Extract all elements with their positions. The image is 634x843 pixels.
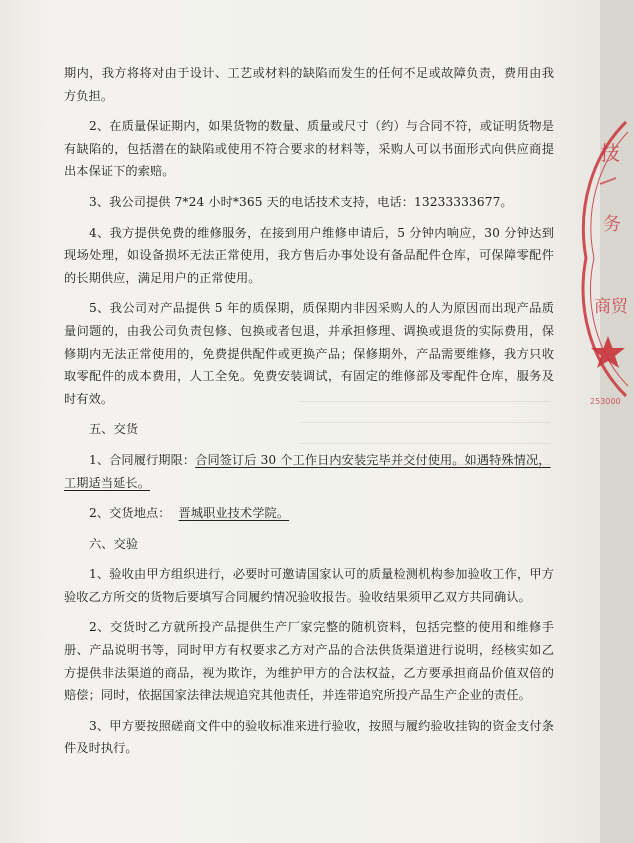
paragraph-tech-support: 3、我公司提供 7*24 小时*365 天的电话技术支持，电话：13233333677。	[89, 194, 513, 209]
delivery-term	[64, 449, 554, 494]
paragraph-acceptance-2: 2、交货时乙方就所投产品提供生产厂家完整的随机资料，包括完整的使用和维修手册、产品说明书等，同时甲方有权要求乙方对产品的合法供货渠道进行说明，经核实如乙方提供非法渠道的商品，视为欺诈，为维护甲方的合法权益，乙方要承担商品价值双倍的赔偿；同时，依据国家法律法规追究其他责任，并连带追究所投产品生产企业的责任。	[64, 620, 554, 703]
section-heading-delivery: 五、交货	[89, 422, 139, 437]
paragraph-warranty-period: 5、我公司对产品提供 5 年的质保期，质保期内非因采购人的人为原因而出现产品质量问题的，由我公司负责包修、包换或者包退，并承担修理、调换或退货的实际费用，保修期内无法正常使用的，免费提供配件或更换产品；保修期外，产品需要维修，我方只收取零配件的成本费用，人工全免。免费安装调试，有固定的维修部及零配件仓库，服务及时有效。	[64, 301, 554, 406]
delivery-location	[64, 502, 554, 525]
paragraph-acceptance-3: 3、甲方要按照磋商文件中的验收标准来进行验收，按照与履约验收挂钩的资金支付条件及时执行。	[64, 718, 554, 756]
stamp-char-low: 商贸	[594, 297, 628, 317]
delivery-location-value: 晋城职业技术学院。	[178, 506, 290, 521]
stamp-char-mid: 务	[603, 214, 621, 235]
delivery-term-label: 1、合同履行期限：	[89, 452, 196, 467]
paragraph-repair-service: 4、我方提供免费的维修服务，在接到用户维修申请后，5 分钟内响应，30 分钟达到现场处理，如设备损坏无法正常使用，我方售后办事处设有备品配件仓库，可保障零配件的长期供应，满足用户的正常使用。	[64, 225, 554, 285]
paragraph-acceptance-1: 1、验收由甲方组织进行，必要时可邀请国家认可的质量检测机构参加验收工作，甲方验收乙方所交的货物后要填写合同履约情况验收报告。验收结果须甲乙双方共同确认。	[64, 567, 554, 604]
delivery-term-value: 合同签订后 30 个工作日内安装完毕并交付使用。如遇特殊情况，	[195, 452, 551, 467]
delivery-location-label: 2、交货地点：	[89, 506, 171, 521]
stamp-star-icon	[591, 336, 625, 368]
stamp-char-top: 技	[600, 141, 620, 165]
paragraph-warranty-claim: 2、在质量保证期内，如果货物的数量、质量或尺寸（约）与合同不符，或证明货物是有缺陷的，包括潜在的缺陷或使用不符合要求的材料等，采购人可以书面形式向供应商提出本保证下的索赔。	[64, 119, 554, 179]
company-seal-stamp	[556, 108, 634, 408]
stamp-number: 253000	[590, 397, 621, 406]
paragraph-warranty-cont: 期内，我方将将对由于设计、工艺或材料的缺陷而发生的任何不足或故障负责，费用由我方负担。	[64, 66, 554, 103]
section-heading-acceptance: 六、交验	[89, 536, 139, 551]
document-body	[64, 62, 554, 760]
delivery-term-value-cont: 工期适当延长。	[64, 475, 151, 490]
